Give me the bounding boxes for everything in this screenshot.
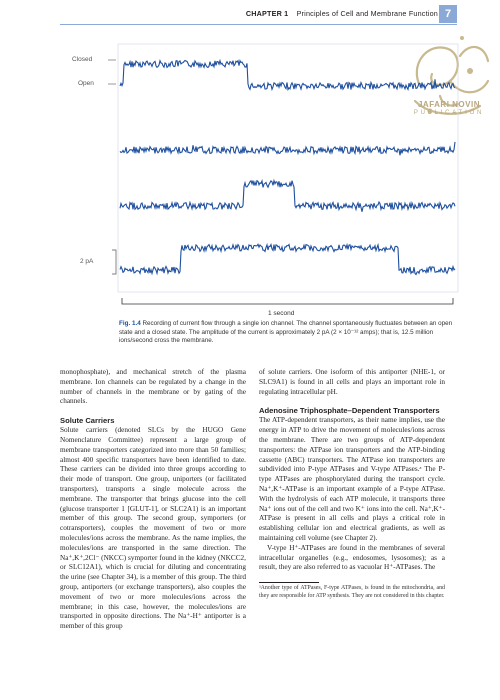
left-column	[60, 368, 246, 632]
single-channel-figure	[60, 42, 460, 332]
open-label: Open	[78, 80, 94, 87]
section-heading: Adenosine Triphosphate–Dependent Transporters	[259, 406, 440, 416]
header-rule	[60, 24, 457, 25]
paragraph: Solute carriers (denoted SLCs by the HUGO Gene Nomenclature Committee) represent a large group of membrane transporters categorized into more than 50 families; almost 400 specific transporters have been identified to date. These carriers can be divided into three groups according to their mode of transport. One group, uniporters (or facilitated transporters), transports a single molecule across the membrane. The transporter that brings glucose into the cell (glucose transporter 1 [GLUT-1], or SLC2A1) is an important member of this group. The second group, symporters (or cotransporters), couples the movement of two or more molecules/ions across the membrane. As the name implies, the molecules/ions are transported in the same direction. The Na⁺,K⁺,2Cl⁻ (NKCC) symporter found in the kidney (NKCC2, or SLC12A1), which is crucial for diluting and concentrating the urine (see Chapter 34), is a member of this group. The third group, antiporters (or exchange transporters), also couples the movement of two or more molecules/ions across the membrane; in this case, however, the molecules/ions are transported in opposite directions. The Na⁺-H⁺ antiporter is a member of this group	[60, 426, 246, 631]
caption-text: Recording of current flow through a single ion channel. The channel spontaneously fluctuates between an open state and a closed state. The amplitude of the current is approximately 2 pA (2 × 10⁻¹² amps); that is, 12.5 million ions/second cross the membrane.	[119, 320, 453, 344]
chapter-label: CHAPTER 1	[245, 9, 289, 18]
pa-scale-bar	[112, 250, 116, 274]
page-header	[0, 0, 500, 26]
current-traces	[60, 42, 460, 322]
section-heading: Solute Carriers	[60, 416, 115, 426]
time-scale-label: 1 second	[268, 310, 295, 317]
watermark-sub: PUBLICATION	[413, 110, 485, 116]
figure-frame	[118, 44, 458, 292]
footnote: ᵃAnother type of ATPases, F-type ATPases, is found in the mitochondria, and they are responsible for ATP synthesis. They are not considered in this chapter.	[259, 585, 445, 599]
time-scale-bar	[122, 298, 453, 304]
scale-pa-label: 2 pA	[80, 258, 94, 265]
paragraph: V-type H⁺-ATPases are found in the membranes of several intracellular organelles (e.g., endosomes, lysosomes); as a result, they are also referred to as vacuolar H⁺-ATPases. The	[259, 543, 445, 572]
paragraph: monophosphate), and mechanical stretch of the plasma membrane. Ion channels can be regulated by a change in the number of channels in the membrane or by gating of the channels.	[60, 368, 246, 406]
caption-label: Fig. 1.4	[119, 320, 141, 327]
current-trace-1	[120, 61, 455, 90]
chapter-title: Principles of Cell and Membrane Function	[296, 9, 438, 18]
current-trace-3	[120, 181, 455, 212]
closed-label: Closed	[72, 56, 93, 63]
watermark-name: JAFARI NOVIN	[417, 100, 480, 109]
figure-caption	[119, 320, 454, 346]
running-head	[246, 9, 438, 18]
current-trace-2	[120, 142, 455, 155]
page-number: 7	[439, 5, 457, 23]
current-trace-4	[120, 244, 455, 274]
paragraph: of solute carriers. One isoform of this antiporter (NHE-1, or SLC9A1) is found in all cells and plays an important role in regulating intracellular pH.	[259, 368, 445, 396]
paragraph: The ATP-dependent transporters, as their name implies, use the energy in ATP to drive the movement of molecules/ions across the membrane. There are two groups of ATP-dependent transporters: the ATPase ion transporters and the ATP-binding cassette (ABC) transporters. The ATPase ion transporters are subdivided into P-type ATPases and V-type ATPases.ᵃ The P-type ATPases are phosphorylated during the transport cycle. Na⁺,K⁺-ATPase is an important example of a P-type ATPase. With the hydrolysis of each ATP molecule, it transports three Na⁺ ions out of the cell and two K⁺ ions into the cell. Na⁺,K⁺-ATPase is present in all cells and plays a critical role in establishing cellular ion and electrical gradients, as well as maintaining cell volume (see Chapter 2).	[259, 416, 445, 542]
footnote-rule	[259, 582, 319, 583]
right-column	[259, 368, 445, 600]
